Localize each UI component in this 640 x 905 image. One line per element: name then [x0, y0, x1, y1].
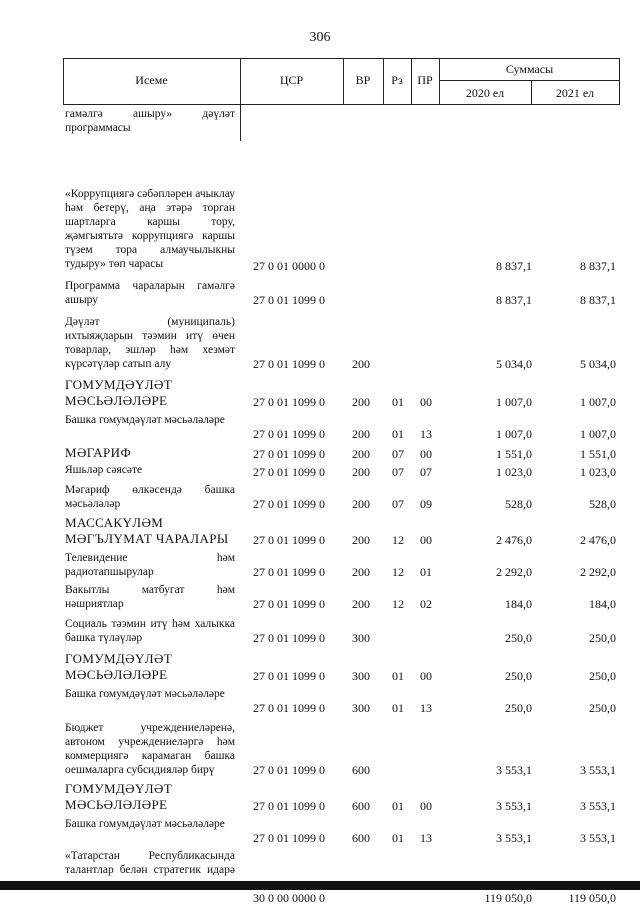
row-vr: 300 — [352, 631, 370, 645]
scan-edge-bar — [0, 881, 640, 890]
row-s2021: 1 023,0 — [580, 465, 616, 479]
row-s2020: 1 551,0 — [496, 447, 532, 461]
row-s2021: 1 551,0 — [580, 447, 616, 461]
row-rz: 01 — [392, 427, 404, 441]
row-csr: 27 0 01 1099 0 — [253, 395, 325, 409]
table-row — [63, 551, 620, 579]
row-pr: 13 — [420, 831, 432, 845]
row-name: Социаль тәэмин итү һәм халыкка башка түләүләр — [65, 618, 235, 644]
row-s2021: 3 553,1 — [580, 831, 616, 845]
header-pr: ПР — [417, 73, 433, 87]
row-vr: 200 — [352, 427, 370, 441]
header-rz: Рз — [391, 73, 403, 87]
row-vr: 600 — [352, 831, 370, 845]
row-rz: 01 — [392, 669, 404, 683]
row-s2020: 119 050,0 — [484, 891, 532, 905]
row-name: ГОМУМДӘҮЛӘТ МӘСЬӘЛӘЛӘРЕ — [65, 781, 173, 812]
row-s2021: 250,0 — [589, 631, 616, 645]
row-s2020: 250,0 — [505, 631, 532, 645]
row-s2021: 250,0 — [589, 701, 616, 715]
row-s2020: 250,0 — [505, 669, 532, 683]
row-vr: 200 — [352, 565, 370, 579]
row-rz: 12 — [392, 597, 404, 611]
row-s2021: 8 837,1 — [580, 259, 616, 273]
row-s2021: 2 476,0 — [580, 533, 616, 547]
row-s2020: 3 553,1 — [496, 763, 532, 777]
row-name: МАССАКҮЛӘМ МӘГЪЛҮМАТ ЧАРАЛАРЫ — [65, 515, 229, 546]
row-s2021: 2 292,0 — [580, 565, 616, 579]
table-row — [63, 515, 620, 547]
row-s2020: 1 007,0 — [496, 427, 532, 441]
table-row — [63, 107, 620, 141]
row-s2021: 3 553,1 — [580, 799, 616, 813]
row-csr: 30 0 00 0000 0 — [253, 891, 325, 905]
row-name: Бюджет учреждениеләренә, автоном учреждениеләргә һәм коммерциягә карамаган башка оешмаларга субсидияләр бирү — [65, 722, 235, 776]
row-csr: 27 0 01 1099 0 — [253, 465, 325, 479]
row-name: «Татарстан Республикасында талантлар белән стратегик идарә — [65, 850, 235, 876]
row-s2020: 184,0 — [505, 597, 532, 611]
row-vr: 600 — [352, 799, 370, 813]
row-pr: 00 — [420, 799, 432, 813]
row-csr: 27 0 01 0000 0 — [253, 259, 325, 273]
row-name: МӘГАРИФ — [65, 445, 132, 460]
row-s2021: 1 007,0 — [580, 427, 616, 441]
row-name: ГОМУМДӘҮЛӘТ МӘСЬӘЛӘЛӘРЕ — [65, 377, 173, 408]
table-row — [63, 483, 620, 511]
row-s2020: 250,0 — [505, 701, 532, 715]
row-csr: 27 0 01 1099 0 — [253, 631, 325, 645]
table-row — [63, 687, 620, 715]
row-pr: 00 — [420, 447, 432, 461]
row-pr: 13 — [420, 427, 432, 441]
row-pr: 07 — [420, 465, 432, 479]
row-vr: 200 — [352, 497, 370, 511]
row-csr: 27 0 01 1099 0 — [253, 763, 325, 777]
row-s2021: 8 837,1 — [580, 293, 616, 307]
row-s2021: 250,0 — [589, 669, 616, 683]
row-pr: 02 — [420, 597, 432, 611]
row-rz: 01 — [392, 831, 404, 845]
header-sums-divider — [439, 80, 620, 81]
budget-table — [63, 58, 620, 905]
row-s2020: 5 034,0 — [496, 357, 532, 371]
row-csr: 27 0 01 1099 0 — [253, 293, 325, 307]
table-row — [63, 413, 620, 441]
row-name: «Коррупциягә сәбәпләрен ачыклау һәм бетерү, аңа этәрә торган шартларга каршы тору, җәмгыятьтә коррупциягә каршы түзем тора алмаучылыкны тудыру» төп чарасы — [65, 188, 235, 270]
table-row — [63, 817, 620, 845]
table-row — [63, 617, 620, 645]
row-vr: 200 — [352, 533, 370, 547]
row-name: Башка гомумдәүләт мәсьәләләре — [65, 414, 225, 426]
row-vr: 200 — [352, 597, 370, 611]
row-pr: 13 — [420, 701, 432, 715]
row-rz: 12 — [392, 565, 404, 579]
row-s2021: 119 050,0 — [568, 891, 616, 905]
row-vr: 200 — [352, 395, 370, 409]
row-s2021: 528,0 — [589, 497, 616, 511]
row-name: Дәүләт (муниципаль) ихтыяҗларын тәэмин итү өчен товарлар, эшләр һәм хезмәт күрсәтүләр сатып алу — [65, 316, 235, 370]
table-row — [63, 721, 620, 777]
row-s2020: 8 837,1 — [496, 259, 532, 273]
row-csr: 27 0 01 1099 0 — [253, 427, 325, 441]
row-s2020: 1 023,0 — [496, 465, 532, 479]
header-csr: ЦСР — [279, 73, 304, 87]
header-2020: 2020 ел — [465, 86, 505, 100]
row-pr: 00 — [420, 395, 432, 409]
row-pr: 09 — [420, 497, 432, 511]
row-vr: 200 — [352, 465, 370, 479]
row-vr: 300 — [352, 701, 370, 715]
header-vr: ВР — [355, 73, 371, 87]
row-csr: 27 0 01 1099 0 — [253, 701, 325, 715]
table-header — [63, 58, 620, 105]
row-rz: 01 — [392, 395, 404, 409]
row-s2021: 184,0 — [589, 597, 616, 611]
table-row — [63, 187, 620, 273]
header-name: Исеме — [135, 73, 168, 87]
table-row — [63, 463, 620, 479]
table-row — [63, 279, 620, 307]
row-pr: 01 — [420, 565, 432, 579]
row-csr: 27 0 01 1099 0 — [253, 831, 325, 845]
row-name: Программа чараларын гамәлгә ашыру — [65, 280, 235, 306]
table-row — [63, 583, 620, 611]
row-name: Яшьләр сәясәте — [65, 464, 143, 476]
row-s2021: 1 007,0 — [580, 395, 616, 409]
row-rz: 01 — [392, 799, 404, 813]
header-top-border — [63, 58, 620, 59]
row-name: ГОМУМДӘҮЛӘТ МӘСЬӘЛӘЛӘРЕ — [65, 651, 173, 682]
table-row — [63, 781, 620, 813]
table-row — [63, 377, 620, 409]
row-s2020: 1 007,0 — [496, 395, 532, 409]
row-pr: 00 — [420, 533, 432, 547]
row-vr: 300 — [352, 669, 370, 683]
row-rz: 07 — [392, 447, 404, 461]
row-vr: 200 — [352, 447, 370, 461]
row-pr: 00 — [420, 669, 432, 683]
row-csr: 27 0 01 1099 0 — [253, 799, 325, 813]
row-s2020: 8 837,1 — [496, 293, 532, 307]
table-row — [63, 445, 620, 461]
table-row — [63, 849, 620, 905]
row-name: Башка гомумдәүләт мәсьәләләре — [65, 688, 225, 700]
header-sums: Суммасы — [505, 62, 554, 76]
row-csr: 27 0 01 1099 0 — [253, 565, 325, 579]
row-s2020: 3 553,1 — [496, 831, 532, 845]
table-row — [63, 651, 620, 683]
row-csr: 27 0 01 1099 0 — [253, 533, 325, 547]
row-s2020: 528,0 — [505, 497, 532, 511]
table-row — [63, 315, 620, 371]
row-csr: 27 0 01 1099 0 — [253, 497, 325, 511]
header-bottom-border — [63, 104, 620, 105]
row-rz: 07 — [392, 497, 404, 511]
row-name: Вакытлы матбугат һәм нәшриятлар — [65, 584, 235, 610]
row-name: Мәгариф өлкәсендә башка мәсьәләләр — [65, 484, 235, 510]
row-vr: 200 — [352, 357, 370, 371]
row-s2021: 3 553,1 — [580, 763, 616, 777]
row-s2021: 5 034,0 — [580, 357, 616, 371]
row-csr: 27 0 01 1099 0 — [253, 447, 325, 461]
row-rz: 12 — [392, 533, 404, 547]
row-vr: 600 — [352, 763, 370, 777]
row-s2020: 2 476,0 — [496, 533, 532, 547]
row-csr: 27 0 01 1099 0 — [253, 357, 325, 371]
row-name: Башка гомумдәүләт мәсьәләләре — [65, 818, 225, 830]
row-csr: 27 0 01 1099 0 — [253, 597, 325, 611]
row-csr: 27 0 01 1099 0 — [253, 669, 325, 683]
page-number: 306 — [309, 30, 331, 45]
row-rz: 07 — [392, 465, 404, 479]
row-name: Телевидение һәм радиотапшырулар — [65, 552, 235, 578]
row-s2020: 2 292,0 — [496, 565, 532, 579]
row-rz: 01 — [392, 701, 404, 715]
row-s2020: 3 553,1 — [496, 799, 532, 813]
header-2021: 2021 ел — [555, 86, 595, 100]
row-name: гамәлгә ашыру» дәүләт программасы — [65, 108, 235, 134]
